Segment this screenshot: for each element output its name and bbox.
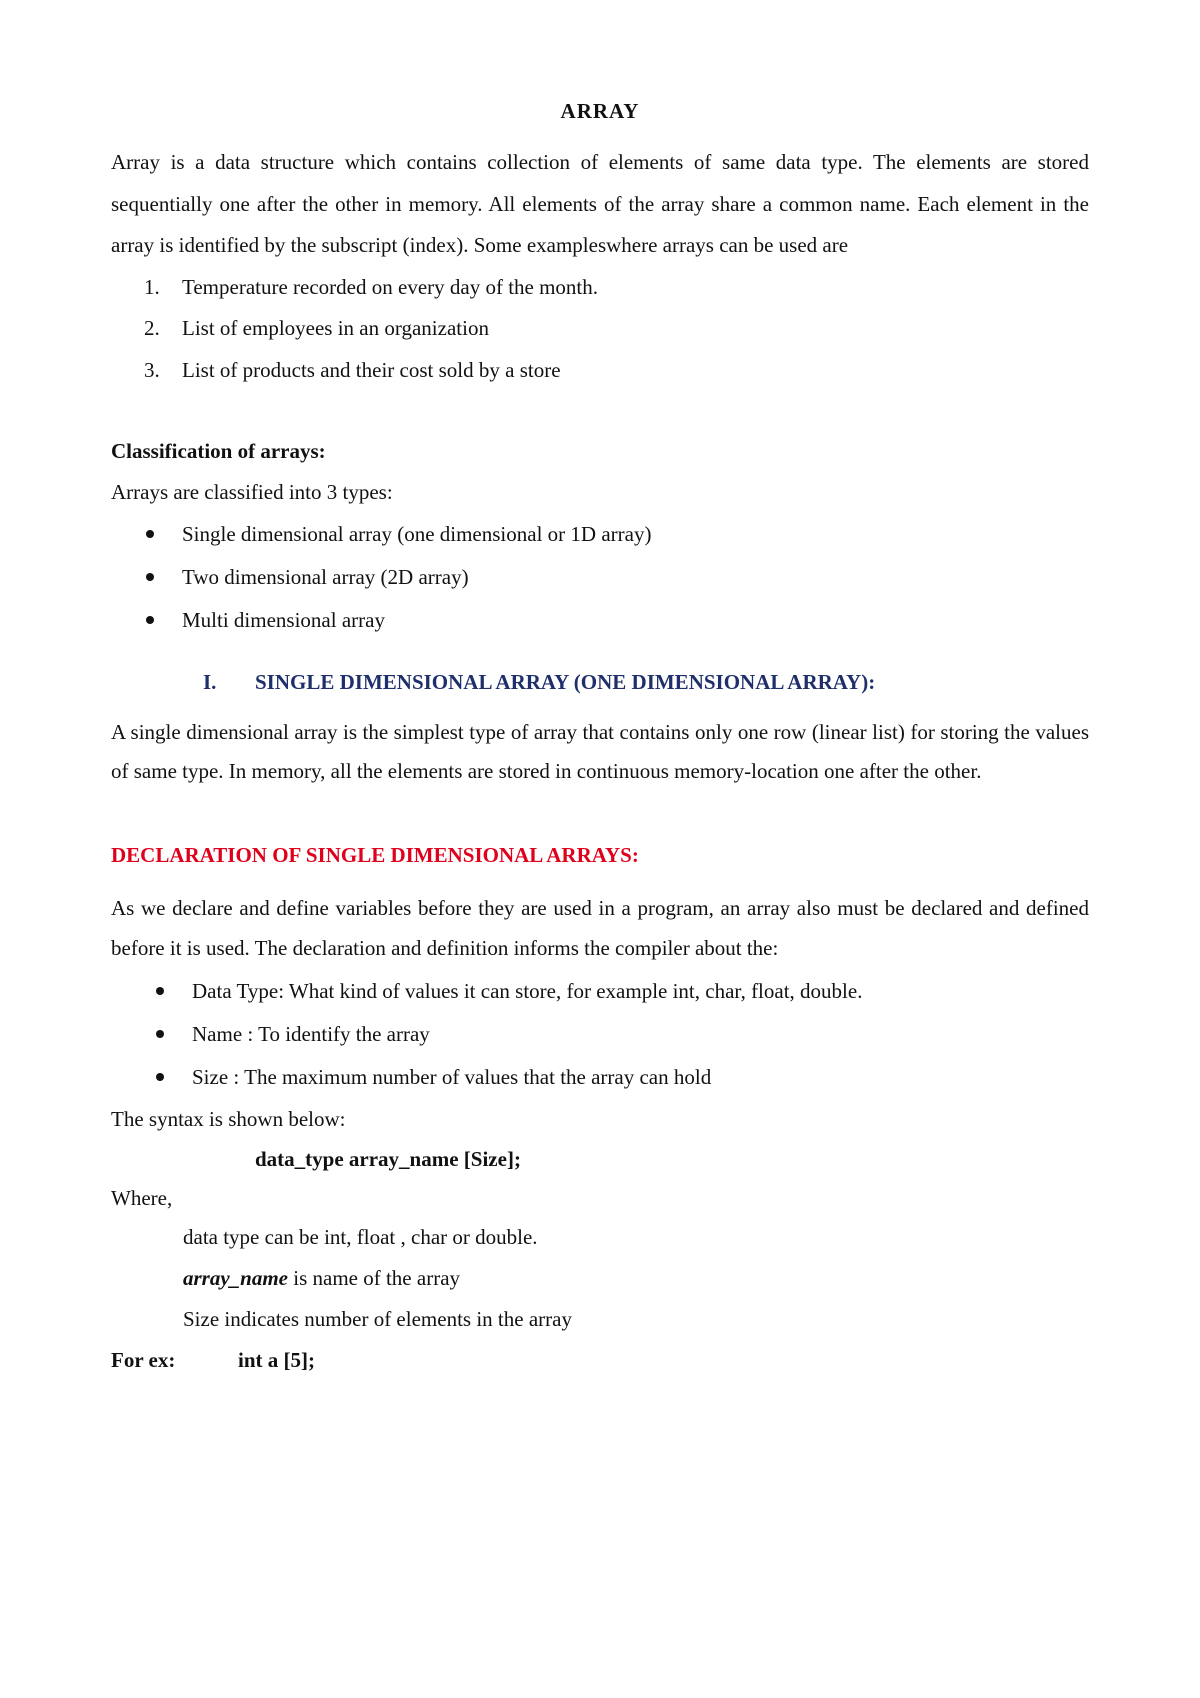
- list-item: [111, 308, 1089, 350]
- list-item-text: Multi dimensional array: [182, 608, 385, 632]
- list-item-text: Two dimensional array (2D array): [182, 565, 469, 589]
- where-item: [111, 1258, 1089, 1299]
- list-item-text: List of products and their cost sold by a store: [182, 357, 561, 382]
- list-item: [111, 1056, 1089, 1099]
- list-item-text: Temperature recorded on every day of the month.: [182, 274, 599, 299]
- spacer: [111, 876, 1089, 888]
- spacer: [111, 703, 1089, 713]
- declaration-paragraph: As we declare and define variables before they are used in a program, an array also must be declared and defined before it is used. The declaration and definition informs the compiler about the:: [111, 896, 1089, 960]
- bullet-icon: [156, 1073, 164, 1081]
- declaration-heading: DECLARATION OF SINGLE DIMENSIONAL ARRAYS:: [111, 843, 639, 867]
- list-item: [111, 970, 1089, 1013]
- examples-list: [111, 267, 1089, 392]
- declaration-list: [111, 970, 1089, 1099]
- list-item: [111, 599, 1089, 642]
- section-number: I.: [203, 670, 217, 694]
- example-label: For ex:: [111, 1348, 176, 1372]
- list-item: [111, 1013, 1089, 1056]
- syntax-code: data_type array_name [Size];: [255, 1147, 521, 1171]
- list-item-text: Size : The maximum number of values that the array can hold: [192, 1065, 712, 1089]
- list-item-text: Single dimensional array (one dimensional or 1D array): [182, 522, 652, 546]
- list-item: [111, 267, 1089, 309]
- document-title: ARRAY: [560, 99, 640, 123]
- bullet-icon: [146, 616, 154, 624]
- spacer: [111, 791, 1089, 835]
- list-item-text: Data Type: What kind of values it can store, for example int, char, float, double.: [192, 979, 863, 1003]
- classification-lead: Arrays are classified into 3 types:: [111, 480, 393, 504]
- list-item-text: List of employees in an organization: [182, 316, 489, 340]
- list-number: 1.: [144, 274, 160, 299]
- list-number: 3.: [144, 357, 160, 382]
- spacer: [111, 391, 1089, 431]
- bullet-icon: [156, 987, 164, 995]
- classification-heading: Classification of arrays:: [111, 439, 326, 463]
- where-text: is name of the array: [288, 1266, 461, 1290]
- example-code: int a [5];: [238, 1348, 315, 1372]
- list-item: [111, 513, 1089, 556]
- document-page: [111, 96, 1089, 1381]
- list-item-text: Name : To identify the array: [192, 1022, 430, 1046]
- syntax-lead: The syntax is shown below:: [111, 1107, 346, 1131]
- section-paragraph: A single dimensional array is the simplest type of array that contains only one row (linear list) for storing the values of same type. In memory, all the elements are stored in continuous memory-location one after the other.: [111, 720, 1089, 783]
- section-title: SINGLE DIMENSIONAL ARRAY (ONE DIMENSIONAL ARRAY):: [255, 670, 876, 694]
- where-label: Where,: [111, 1186, 173, 1210]
- example-line: [111, 1340, 1089, 1381]
- bullet-icon: [146, 530, 154, 538]
- bullet-icon: [156, 1030, 164, 1038]
- where-item: Size indicates number of elements in the array: [183, 1307, 572, 1331]
- bullet-icon: [146, 573, 154, 581]
- section-heading: [111, 662, 1089, 703]
- list-number: 2.: [144, 316, 160, 340]
- list-item: [111, 350, 1089, 392]
- list-item: [111, 556, 1089, 599]
- intro-paragraph: Array is a data structure which contains collection of elements of same data type. The elements are stored sequentially one after the other in memory. All elements of the array share a common name. Each element in the array is identified by the subscript (index). Some exampleswhere arrays can be used are: [111, 150, 1089, 257]
- array-types-list: [111, 513, 1089, 642]
- spacer: [111, 642, 1089, 662]
- where-term: array_name: [183, 1266, 288, 1290]
- where-item: data type can be int, float , char or double.: [183, 1225, 538, 1249]
